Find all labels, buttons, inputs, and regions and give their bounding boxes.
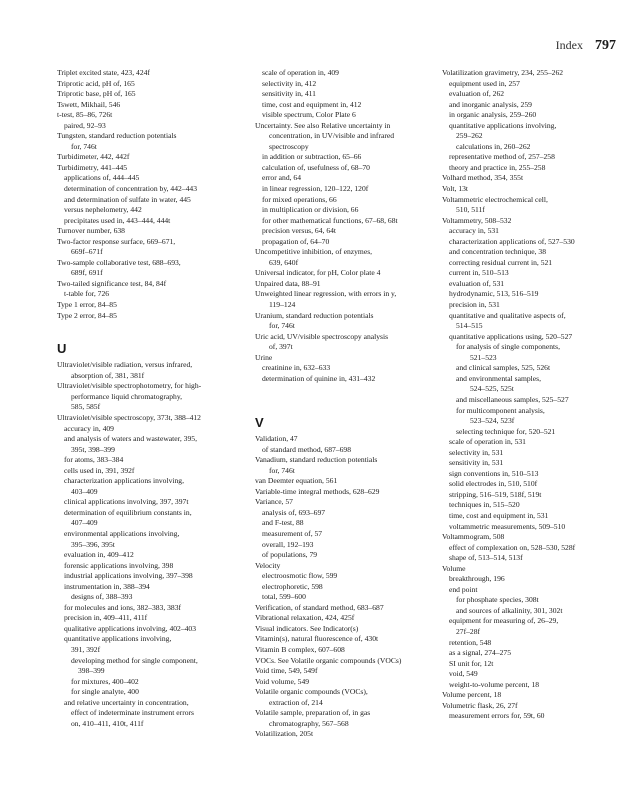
index-column-1	[57, 68, 237, 729]
index-entry: Two-sample collaborative test, 688–693,	[57, 257, 181, 267]
index-subentry: representative method of, 257–258	[449, 152, 555, 162]
index-subentry: for mixed operations, 66	[262, 194, 337, 204]
index-entry: Uncertainty. See also Relative uncertainty in	[255, 120, 391, 130]
index-subentry: SI unit for, 12t	[449, 658, 494, 668]
index-subentry: environmental applications involving,	[64, 528, 180, 538]
index-entry: Volume percent, 18	[442, 690, 502, 700]
index-subentry: as a signal, 274–275	[449, 648, 512, 658]
index-subentry: 398–399	[78, 666, 105, 676]
index-subentry: chromatography, 567–568	[269, 718, 349, 728]
index-entry: Uranium, standard reduction potentials	[255, 310, 374, 320]
index-entry: Volatile organic compounds (VOCs),	[255, 687, 368, 697]
index-subentry: stripping, 516–519, 518f, 519t	[449, 489, 542, 499]
index-subentry: equipment used in, 257	[449, 78, 520, 88]
index-subentry: instrumentation in, 388–394	[64, 581, 150, 591]
index-subentry: versus nephelometry, 442	[64, 205, 142, 215]
index-subentry: 514–515	[456, 321, 483, 331]
spacer	[255, 384, 433, 395]
index-entry: Universal indicator, for pH, Color plate 4	[255, 268, 381, 278]
index-subentry: for phosphate species, 308t	[456, 595, 539, 605]
index-entry: Tswett, Mikhail, 546	[57, 99, 121, 109]
index-subentry: 407–409	[71, 518, 98, 528]
index-entry: Two-factor response surface, 669–671,	[57, 236, 176, 246]
index-subentry: performance liquid chromatography,	[71, 391, 183, 401]
index-subentry: measurement errors for, 59t, 60	[449, 711, 545, 721]
index-subentry: and relative uncertainty in concentration,	[64, 697, 189, 707]
index-subentry: analysis of, 693–697	[262, 507, 326, 517]
index-subentry: accuracy in, 409	[64, 423, 114, 433]
index-entry: Unweighted linear regression, with errors in y,	[255, 289, 397, 299]
index-subentry: retention, 548	[449, 637, 492, 647]
index-subentry: and concentration technique, 38	[449, 247, 546, 257]
index-subentry: determination of quinine in, 431–432	[262, 373, 376, 383]
index-subentry: for, 746t	[71, 141, 97, 151]
index-subentry: error and, 64	[262, 173, 302, 183]
index-subentry: for single analyte, 400	[71, 687, 139, 697]
index-subentry: for mixtures, 400–402	[71, 676, 139, 686]
index-subentry: 27f–28f	[456, 626, 481, 636]
index-entry: Voltammogram, 508	[442, 532, 505, 542]
index-subentry: industrial applications involving, 397–398	[64, 571, 193, 581]
index-entry: Visual indicators. See Indicator(s)	[255, 623, 359, 633]
index-subentry: 510, 511f	[456, 205, 485, 215]
index-entry: Verification, of standard method, 683–687	[255, 602, 384, 612]
index-entry: Volatilization gravimetry, 234, 255–262	[442, 68, 564, 77]
index-entry: Volumetric flask, 26, 27f	[442, 700, 518, 710]
index-entry: Volatile sample, preparation of, in gas	[255, 708, 371, 718]
index-entry: Two-tailed significance test, 84, 84f	[57, 278, 167, 288]
index-subentry: characterization applications of, 527–530	[449, 236, 575, 246]
index-subentry: t-table for, 726	[64, 289, 110, 299]
index-subentry: on, 410–411, 410t, 411f	[71, 718, 144, 728]
index-entry: Volume	[442, 563, 466, 573]
index-subentry: sensitivity in, 411	[262, 89, 316, 99]
index-subentry: for atoms, 383–384	[64, 455, 124, 465]
spacer	[57, 332, 237, 343]
index-entry: Type 2 error, 84–85	[57, 310, 117, 320]
index-subentry: cells used in, 391, 392f	[64, 465, 135, 475]
index-entry: t-test, 85–86, 726t	[57, 110, 113, 120]
index-subentry: techniques in, 515–520	[449, 500, 520, 510]
index-subentry: clinical applications involving, 397, 397t	[64, 497, 189, 507]
index-subentry: and F-test, 88	[262, 518, 304, 528]
index-subentry: time, cost and equipment in, 531	[449, 510, 549, 520]
index-subentry: 395t, 398–399	[71, 444, 115, 454]
index-subentry: propagation of, 64–70	[262, 236, 330, 246]
index-subentry: shape of, 513–514, 513f	[449, 553, 523, 563]
spacer	[57, 321, 237, 332]
spacer	[255, 395, 433, 406]
page-number: 797	[595, 38, 616, 53]
index-subentry: breakthrough, 196	[449, 574, 505, 584]
index-subentry: voltammetric measurements, 509–510	[449, 521, 566, 531]
index-subentry: for, 746t	[269, 465, 295, 475]
index-subentry: evaluation of, 531	[449, 278, 505, 288]
index-subentry: void, 549	[449, 669, 478, 679]
index-subentry: electrophoretic, 598	[262, 581, 323, 591]
index-subentry: extraction of, 214	[269, 697, 323, 707]
index-subentry: current in, 510–513	[449, 268, 509, 278]
section-letter: U	[57, 341, 67, 357]
index-subentry: for multicomponent analysis,	[456, 405, 545, 415]
index-subentry: scale of operation in, 531	[449, 437, 526, 447]
index-subentry: and inorganic analysis, 259	[449, 99, 532, 109]
index-subentry: concentration, in UV/visible and infrared	[269, 131, 395, 141]
index-subentry: and determination of sulfate in water, 445	[64, 194, 191, 204]
index-subentry: developing method for single component,	[71, 655, 198, 665]
index-subentry: creatinine in, 632–633	[262, 363, 331, 373]
index-subentry: in organic analysis, 259–260	[449, 110, 537, 120]
index-entry: Ultraviolet/visible spectrophotometry, for high-	[57, 381, 202, 391]
index-entry: Turbidimeter, 442, 442f	[57, 152, 130, 162]
index-entry: Ultraviolet/visible radiation, versus infrared,	[57, 360, 193, 370]
index-entry: Void volume, 549	[255, 676, 310, 686]
index-entry: Uric acid, UV/visible spectroscopy analysis	[255, 331, 389, 341]
index-subentry: 391, 392f	[71, 644, 101, 654]
index-entry: van Deemter equation, 561	[255, 476, 338, 486]
index-subentry: quantitative applications using, 520–527	[449, 331, 573, 341]
index-subentry: qualitative applications involving, 402–403	[64, 623, 197, 633]
index-subentry: sign conventions in, 510–513	[449, 468, 539, 478]
index-subentry: paired, 92–93	[64, 120, 106, 130]
index-subentry: of populations, 79	[262, 550, 318, 560]
index-entry: Triprotic acid, pH of, 165	[57, 78, 135, 88]
index-subentry: for other mathematical functions, 67–68, 68t	[262, 215, 398, 225]
index-entry: Volt, 13t	[442, 184, 469, 194]
index-entry: Triplet excited state, 423, 424f	[57, 68, 150, 77]
index-subentry: 119–124	[269, 300, 296, 310]
index-subentry: equipment for measuring of, 26–29,	[449, 616, 559, 626]
index-subentry: of standard method, 687–698	[262, 444, 352, 454]
index-subentry: overall, 192–193	[262, 539, 314, 549]
index-subentry: 524–525, 525t	[470, 384, 514, 394]
index-subentry: and sources of alkalinity, 301, 302t	[456, 605, 563, 615]
index-subentry: theory and practice in, 255–258	[449, 162, 546, 172]
index-entry: Type 1 error, 84–85	[57, 300, 117, 310]
index-subentry: selecting technique for, 520–521	[456, 426, 556, 436]
index-subentry: weight-to-volume percent, 18	[449, 679, 540, 689]
index-entry: Volatilization, 205t	[255, 729, 314, 739]
index-subentry: determination of concentration by, 442–443	[64, 184, 197, 194]
index-entry: Triprotic base, pH of, 165	[57, 89, 136, 99]
index-subentry: absorption of, 381, 381f	[71, 370, 145, 380]
index-subentry: calculations in, 260–262	[456, 141, 531, 151]
index-subentry: for molecules and ions, 382–383, 383f	[64, 602, 182, 612]
index-subentry: measurement of, 57	[262, 528, 323, 538]
index-entry: Void time, 549, 549f	[255, 666, 318, 676]
index-entry: Vibrational relaxation, 424, 425f	[255, 613, 355, 623]
index-subentry: spectroscopy	[269, 141, 309, 151]
index-subentry: and clinical samples, 525, 526t	[456, 363, 551, 373]
index-entry: Turbidimetry, 441–445	[57, 162, 128, 172]
index-subentry: total, 599–600	[262, 592, 306, 602]
index-column-3	[442, 68, 620, 722]
index-subentry: visible spectrum, Color Plate 6	[262, 110, 356, 120]
index-entry: Vitamin(s), natural fluorescence of, 430t	[255, 634, 379, 644]
index-subentry: electroosmotic flow, 599	[262, 571, 338, 581]
index-subentry: in linear regression, 120–122, 120f	[262, 184, 369, 194]
index-entry: Velocity	[255, 560, 281, 570]
index-entry: Voltammetry, 508–532	[442, 215, 512, 225]
index-entry: Turnover number, 638	[57, 226, 125, 236]
index-subentry: and environmental samples,	[456, 373, 541, 383]
index-subentry: solid electrodes in, 510, 510f	[449, 479, 538, 489]
index-subentry: effect of complexation on, 528–530, 528f	[449, 542, 576, 552]
index-subentry: characterization applications involving,	[64, 476, 184, 486]
index-entry: Ultraviolet/visible spectroscopy, 373t, 388–412	[57, 412, 201, 422]
index-subentry: determination of equilibrium constants in,	[64, 507, 192, 517]
index-subentry: applications of, 444–445	[64, 173, 140, 183]
index-subentry: 669f–671f	[71, 247, 103, 257]
index-subentry: quantitative applications involving,	[449, 120, 557, 130]
index-subentry: 523–524, 523f	[470, 416, 515, 426]
index-subentry: quantitative applications involving,	[64, 634, 172, 644]
index-subentry: precision in, 409–411, 411f	[64, 613, 148, 623]
index-subentry: forensic applications involving, 398	[64, 560, 174, 570]
index-entry: Vitamin B complex, 607–608	[255, 644, 345, 654]
index-entry: Voltammetric electrochemical cell,	[442, 194, 548, 204]
index-subentry: effect of indeterminate instrument errors	[71, 708, 194, 718]
index-subentry: for analysis of single components,	[456, 342, 560, 352]
index-subentry: quantitative and qualitative aspects of,	[449, 310, 566, 320]
index-subentry: and miscellaneous samples, 525–527	[456, 394, 569, 404]
index-subentry: 639, 640f	[269, 257, 299, 267]
index-subentry: 259–262	[456, 131, 483, 141]
index-subentry: of, 397t	[269, 342, 293, 352]
index-subentry: for, 746t	[269, 321, 295, 331]
index-subentry: precision in, 531	[449, 300, 500, 310]
index-subentry: time, cost and equipment in, 412	[262, 99, 362, 109]
index-subentry: sensitivity in, 531	[449, 458, 504, 468]
index-subentry: 585, 585f	[71, 402, 101, 412]
index-entry: Validation, 47	[255, 434, 298, 444]
index-entry: Variable-time integral methods, 628–629	[255, 486, 380, 496]
index-subentry: and analysis of waters and wastewater, 395,	[64, 434, 197, 444]
index-subentry: selectivity in, 531	[449, 447, 504, 457]
page-header	[556, 38, 616, 54]
index-entry: Vanadium, standard reduction potentials	[255, 455, 378, 465]
index-subentry: designs of, 388–393	[71, 592, 133, 602]
index-subentry: precision versus, 64, 64t	[262, 226, 337, 236]
running-head: Index	[555, 38, 583, 52]
index-entry: VOCs. See Volatile organic compounds (VOCs)	[255, 655, 402, 665]
index-subentry: scale of operation in, 409	[262, 68, 339, 77]
index-entry: Urine	[255, 352, 273, 362]
index-subentry: 521–523	[470, 352, 497, 362]
section-letter: V	[255, 415, 264, 431]
index-subentry: evaluation of, 262	[449, 89, 505, 99]
index-subentry: 403–409	[71, 486, 98, 496]
index-column-2	[255, 68, 433, 740]
index-entry: Variance, 57	[255, 497, 293, 507]
index-subentry: accuracy in, 531	[449, 226, 499, 236]
index-subentry: in addition or subtraction, 65–66	[262, 152, 362, 162]
index-subentry: calculation of, usefulness of, 68–70	[262, 162, 370, 172]
index-subentry: 395–396, 395t	[71, 539, 115, 549]
index-subentry: hydrodynamic, 513, 516–519	[449, 289, 539, 299]
index-subentry: in multiplication or division, 66	[262, 205, 359, 215]
index-entry: Unpaired data, 88–91	[255, 278, 321, 288]
index-subentry: precipitates used in, 443–444, 444t	[64, 215, 171, 225]
index-entry: Volhard method, 354, 355t	[442, 173, 524, 183]
index-subentry: selectivity in, 412	[262, 78, 317, 88]
spacer	[255, 406, 433, 417]
index-entry: Uncompetitive inhibition, of enzymes,	[255, 247, 373, 257]
index-subentry: end point	[449, 584, 478, 594]
index-subentry: evaluation in, 409–412	[64, 550, 134, 560]
index-subentry: correcting residual current in, 521	[449, 257, 553, 267]
index-entry: Tungsten, standard reduction potentials	[57, 131, 177, 141]
index-subentry: 689f, 691f	[71, 268, 103, 278]
